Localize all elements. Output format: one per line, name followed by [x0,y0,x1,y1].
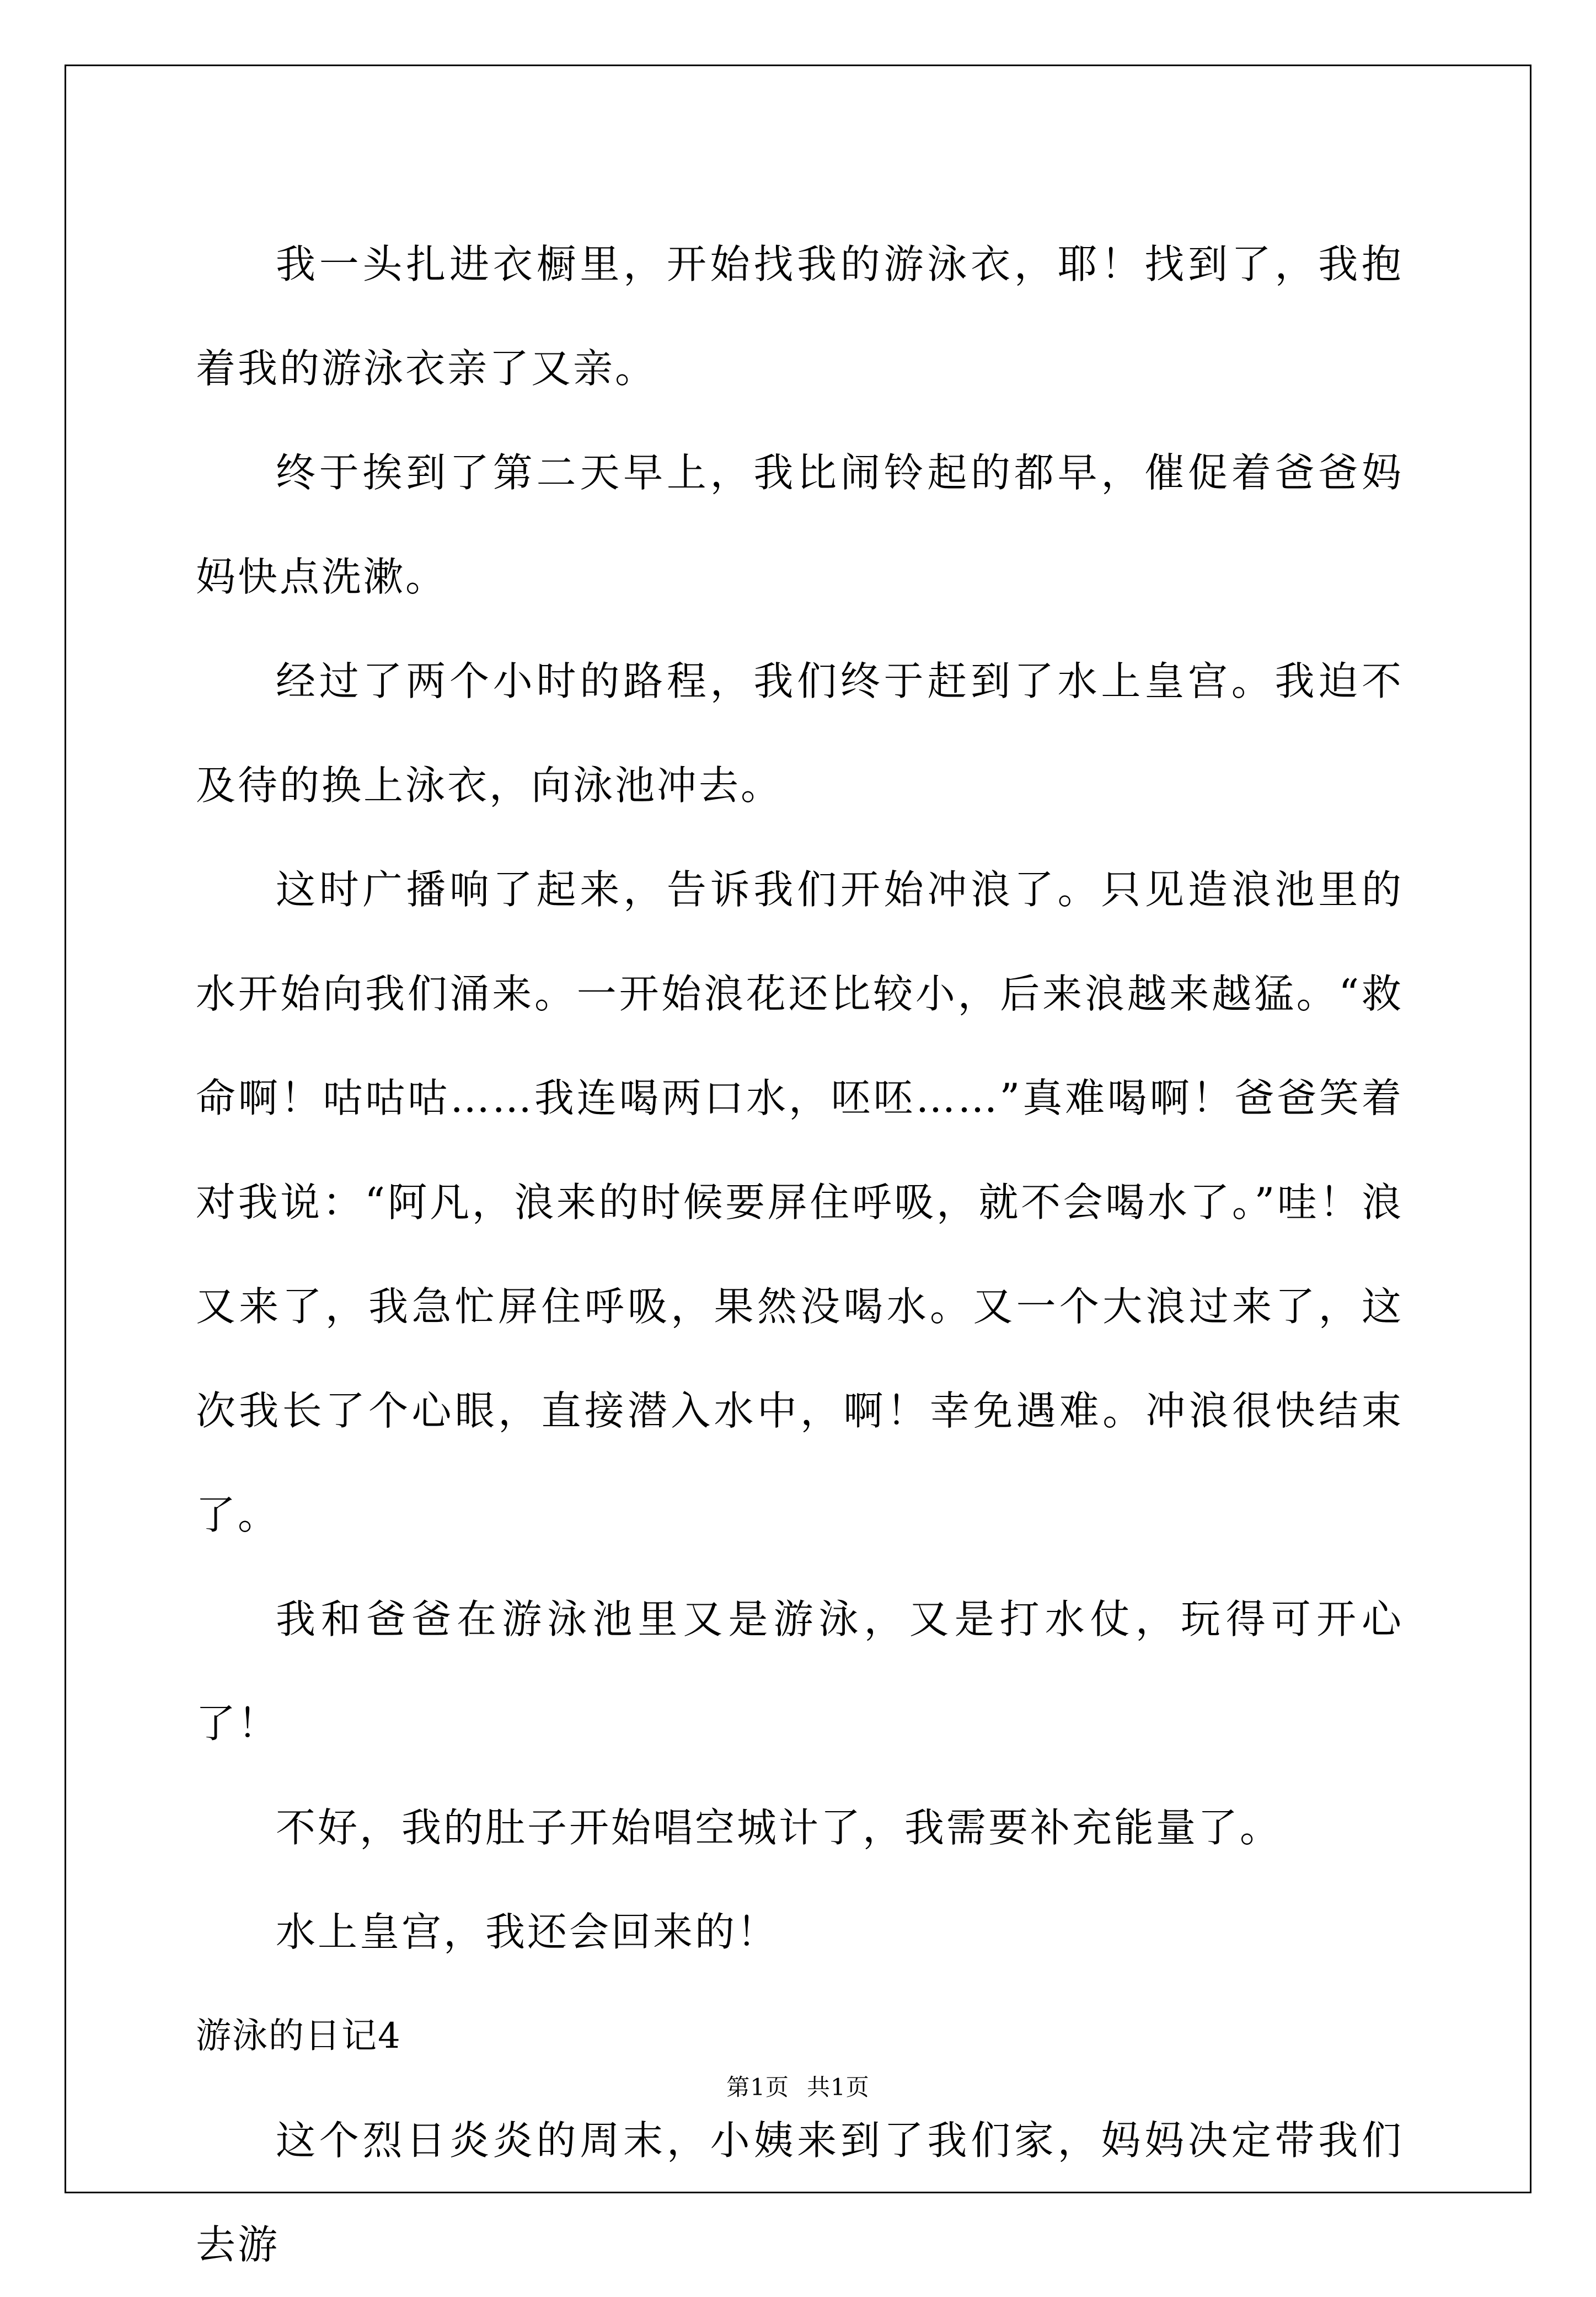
document-body [196,212,1404,2297]
page-number: 第1页 [726,2074,789,2101]
paragraph-2: 终于挨到了第二天早上，我比闹铃起的都早，催促着爸爸妈妈快点洗漱。 [196,449,1404,600]
paragraph-4: 这时广播响了起来，告诉我们开始冲浪了。只见造浪池里的水开始向我们涌来。一开始浪花还比较小，后来浪越来越猛。“救命啊！咕咕咕……我连喝两口水，呸呸……”真难喝啊！爸爸笑着对我说：“阿凡，浪来的时候要屏住呼吸，就不会喝水了。”哇！浪又来了，我急忙屏住呼吸，果然没喝水。又一个大浪过来了，这次我长了个心眼，直接潜入水中，啊！幸免遇难。冲浪很快结束了。 [196,866,1404,1538]
section-heading: 游泳的日记4 [196,2016,401,2057]
page-footer [0,2071,1596,2104]
paragraph-7: 水上皇宫，我还会回来的！ [276,1909,779,1955]
paragraph-8: 这个烈日炎炎的周末，小姨来到了我们家，妈妈决定带我们去游 [196,2117,1404,2268]
paragraph-3: 经过了两个小时的路程，我们终于赶到了水上皇宫。我迫不及待的换上泳衣，向泳池冲去。 [196,658,1404,808]
page-total: 共1页 [807,2074,870,2101]
paragraph-1: 我一头扎进衣橱里，开始找我的游泳衣，耶！找到了，我抱着我的游泳衣亲了又亲。 [196,241,1404,392]
paragraph-5: 我和爸爸在游泳池里又是游泳，又是打水仗，玩得可开心了！ [196,1596,1404,1747]
paragraph-6: 不好，我的肚子开始唱空城计了，我需要补充能量了。 [276,1805,1282,1851]
